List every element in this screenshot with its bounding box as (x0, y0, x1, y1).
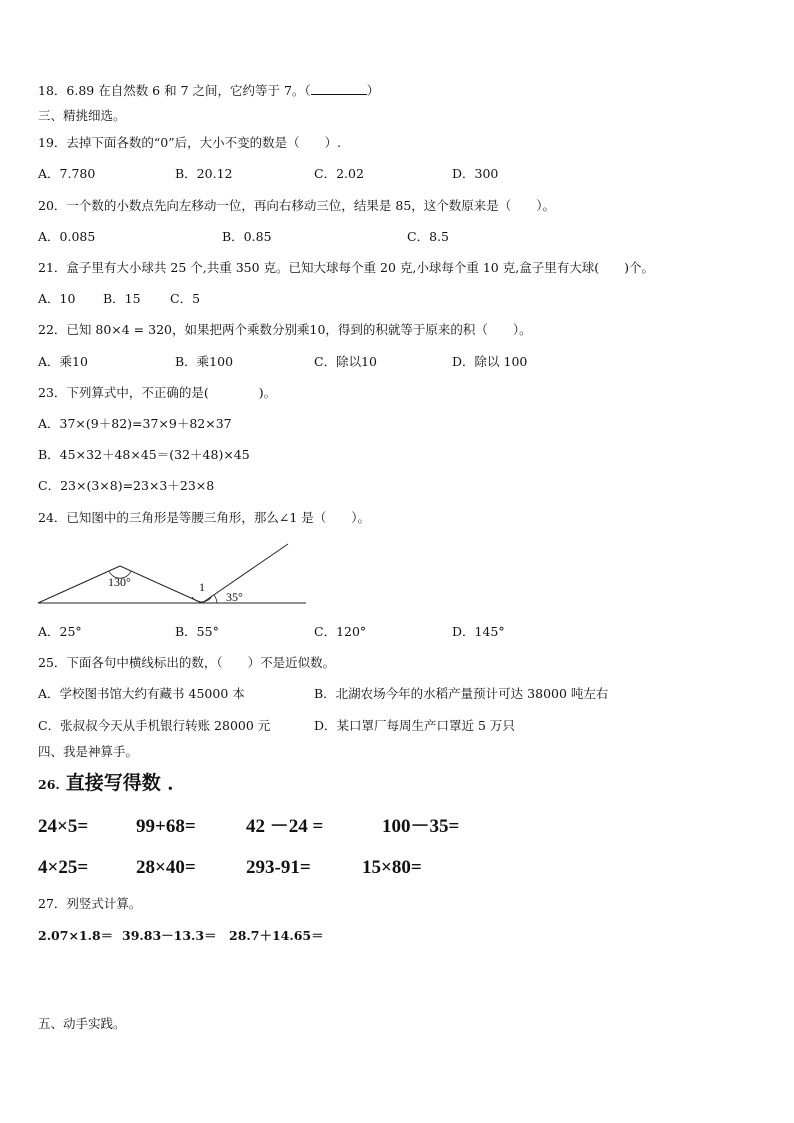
answer-blank (311, 83, 367, 95)
question-24: 24．已知图中的三角形是等腰三角形，那么∠1 是（ ）。 (38, 510, 371, 525)
q19-option-c: C．2.02 (314, 166, 364, 181)
question-26-heading: 直接写得数 ． (65, 772, 187, 794)
calc-item: 28×40= (136, 857, 196, 878)
q25-option-d: D．某口罩厂每周生产口罩近 5 万只 (314, 718, 515, 733)
q19-option-b: B．20.12 (175, 166, 233, 181)
question-20: 20．一个数的小数点先向左移动一位，再向右移动三位，结果是 85，这个数原来是（ ）。 (38, 198, 556, 213)
apex-angle-label: 130° (108, 575, 131, 589)
section-5-heading: 五、动手实践。 (38, 1016, 126, 1031)
question-18 (38, 83, 379, 99)
question-19: 19．去掉下面各数的“0”后，大小不变的数是（ ）. (38, 135, 342, 150)
q25-option-b: B．北湖农场今年的水稻产量预计可达 38000 吨左右 (314, 686, 609, 701)
question-25: 25．下面各句中横线标出的数，（ ）不是近似数。 (38, 655, 336, 670)
vertical-calc-item: 2.07×1.8＝ (38, 928, 114, 943)
q21-option-c: C．5 (170, 291, 201, 306)
q19-option-a: A．7.780 (38, 166, 96, 181)
calc-item: 24×5= (38, 816, 89, 837)
q22-option-a: A．乘10 (38, 354, 88, 369)
calc-item: 4×25= (38, 857, 89, 878)
isosceles-triangle-figure (36, 540, 316, 612)
calc-item: 100－35= (382, 816, 460, 837)
q20-option-a: A．0.085 (38, 229, 96, 244)
q19-option-d: D．300 (452, 166, 499, 181)
base-angle-label: 35° (226, 590, 243, 604)
q24-option-c: C．120° (314, 624, 367, 639)
calc-item: 42 －24 = (246, 816, 324, 837)
question-23: 23．下列算式中，不正确的是( )。 (38, 385, 277, 400)
q20-option-c: C．8.5 (407, 229, 449, 244)
question-26-number: 26. (38, 777, 60, 792)
q24-option-a: A．25° (38, 624, 82, 639)
calc-item: 293-91= (246, 857, 311, 878)
q23-option-a: A．37×(9＋82)=37×9＋82×37 (38, 416, 232, 431)
question-22: 22．已知 80×4 = 320，如果把两个乘数分别乘10，得到的积就等于原来的积（ ）。 (38, 322, 532, 337)
q21-option-b: B．15 (103, 291, 141, 306)
q25-option-a: A．学校图书馆大约有藏书 45000 本 (38, 686, 245, 701)
question-26-title (38, 771, 186, 797)
question-21: 21．盒子里有大小球共 25 个,共重 350 克。已知大球每个重 20 克,小球每个重 10 克,盒子里有大球( )个。 (38, 260, 654, 275)
q24-option-d: D．145° (452, 624, 505, 639)
question-18-text: 18．6.89 在自然数 6 和 7 之间，它约等于 7。（ (38, 83, 311, 98)
q20-option-b: B．0.85 (222, 229, 272, 244)
q24-option-b: B．55° (175, 624, 219, 639)
calc-item: 15×80= (362, 857, 422, 878)
question-18-close: ） (366, 83, 380, 98)
q21-option-a: A．10 (38, 291, 76, 306)
section-4-heading: 四、我是神算手。 (38, 744, 139, 759)
q22-option-b: B．乘100 (175, 354, 234, 369)
q25-option-c: C．张叔叔今天从手机银行转账 28000 元 (38, 718, 271, 733)
calc-item: 99+68= (136, 816, 196, 837)
q23-option-b: B．45×32＋48×45＝(32＋48)×45 (38, 447, 250, 462)
q23-option-c: C．23×(3×8)=23×3＋23×8 (38, 478, 215, 493)
angle-1-label: 1 (199, 580, 205, 594)
vertical-calc-item: 39.83－13.3＝ (122, 928, 217, 943)
section-3-heading: 三、精挑细选。 (38, 108, 126, 123)
question-27: 27．列竖式计算。 (38, 896, 142, 911)
vertical-calc-item: 28.7＋14.65＝ (229, 928, 324, 943)
q22-option-c: C．除以10 (314, 354, 377, 369)
q22-option-d: D．除以 100 (452, 354, 528, 369)
